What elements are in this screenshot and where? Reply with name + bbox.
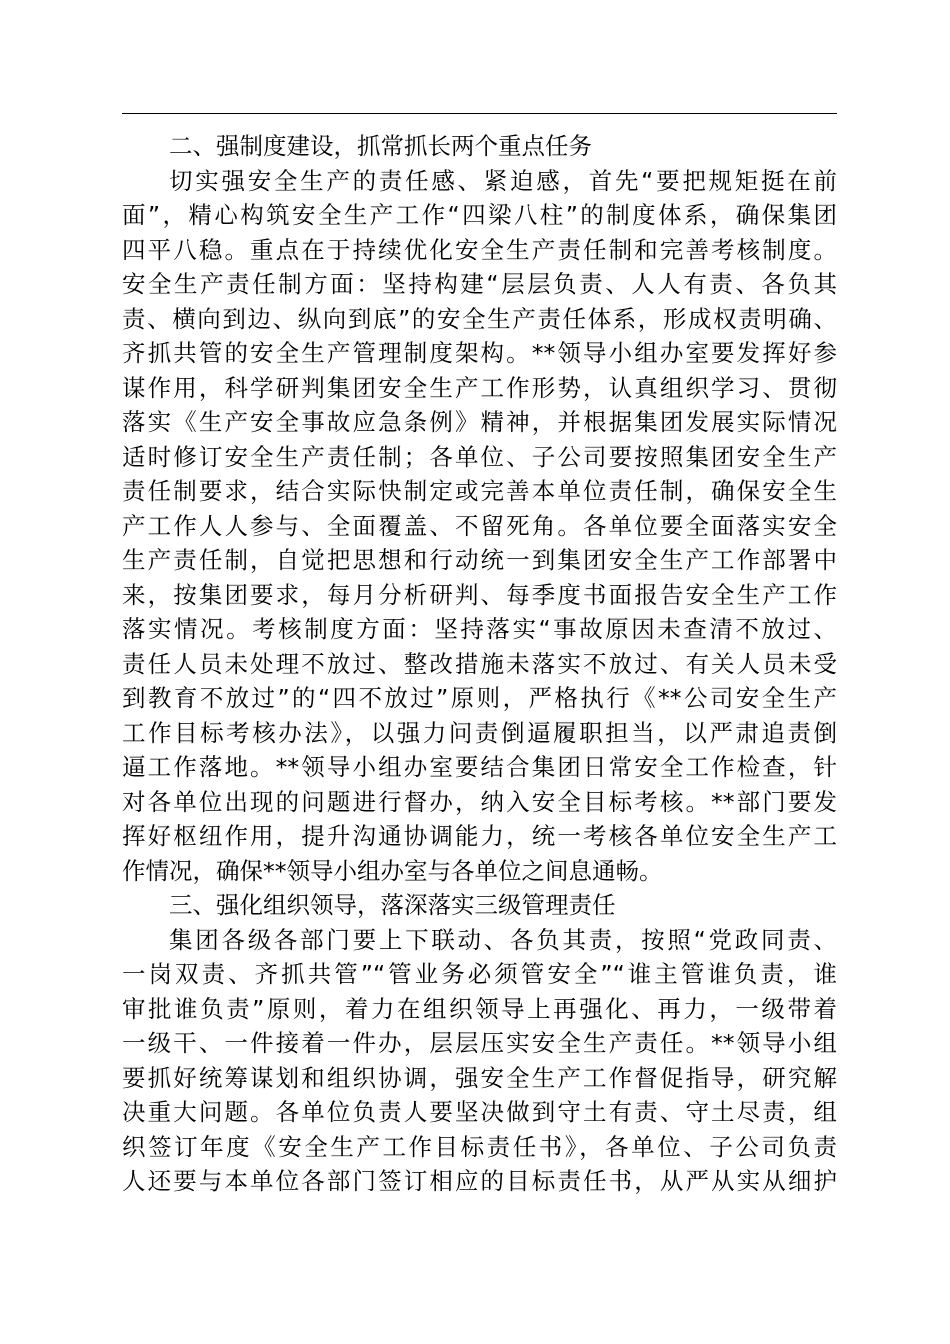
paragraph-line: 逼工作落地。**领导小组办室要结合集团日常安全工作检查，针: [122, 753, 837, 781]
paragraph-line: 作情况，确保**领导小组办室与各单位之间息通畅。: [122, 856, 663, 885]
paragraph-line: 责任人员未处理不放过、整改措施未落实不放过、有关人员未受: [122, 649, 837, 678]
paragraph-line: 安全生产责任制方面：坚持构建“层层负责、人人有责、各负其: [122, 270, 837, 298]
paragraph-line: 面”，精心构筑安全生产工作“四梁八柱”的制度体系，确保集团: [122, 201, 837, 229]
paragraph-line: 对各单位出现的问题进行督办，纳入安全目标考核。**部门要发: [122, 787, 837, 816]
header-rule: [122, 113, 837, 114]
paragraph-line: 决重大问题。各单位负责人要坚决做到守土有责、守土尽责，组: [122, 1098, 837, 1126]
paragraph-line: 四平八稳。重点在于持续优化安全生产责任制和完善考核制度。: [122, 235, 837, 264]
document-body: [122, 129, 837, 1199]
paragraph-line: 人还要与本单位各部门签订相应的目标责任书，从严从实从细护: [122, 1167, 837, 1195]
paragraph-line: 一级干、一件接着一件办，层层压实安全生产责任。**领导小组: [122, 1029, 837, 1057]
paragraph-line: 落实情况。考核制度方面：坚持落实“事故原因未查清不放过、: [122, 615, 837, 643]
paragraph-line: 挥好枢纽作用，提升沟通协调能力，统一考核各单位安全生产工: [122, 822, 837, 850]
paragraph-line: 产工作人人参与、全面覆盖、不留死角。各单位要全面落实安全: [122, 511, 837, 540]
paragraph-line: 责、横向到边、纵向到底”的安全生产责任体系，形成权责明确、: [122, 304, 837, 333]
paragraph-line: 责任制要求，结合实际快制定或完善本单位责任制，确保安全生: [122, 477, 837, 505]
section-heading-3: 三、强化组织领导，落深落实三级管理责任: [169, 891, 616, 919]
paragraph-line: 工作目标考核办法》，以强力问责倒逼履职担当，以严肃追责倒: [122, 718, 837, 747]
paragraph-line: 集团各级各部门要上下联动、各负其责，按照“党政同责、: [169, 925, 837, 954]
paragraph-line: 到教育不放过”的“四不放过”原则，严格执行《**公司安全生产: [122, 684, 837, 712]
paragraph-line: 适时修订安全生产责任制；各单位、子公司要按照集团安全生产: [122, 442, 837, 471]
paragraph-line: 审批谁负责”原则，着力在组织领导上再强化、再力，一级带着: [122, 994, 837, 1023]
section-heading-2: 二、强制度建设，抓常抓长两个重点任务: [169, 132, 592, 160]
paragraph-line: 齐抓共管的安全生产管理制度架构。**领导小组办室要发挥好参: [122, 339, 837, 367]
paragraph-line: 生产责任制，自觉把思想和行动统一到集团安全生产工作部署中: [122, 546, 837, 574]
paragraph-line: 来，按集团要求，每月分析研判、每季度书面报告安全生产工作: [122, 580, 837, 609]
paragraph-line: 一岗双责、齐抓共管”“管业务必须管安全”“谁主管谁负责，谁: [122, 960, 837, 988]
paragraph-line: 要抓好统筹谋划和组织协调，强安全生产工作督促指导，研究解: [122, 1063, 837, 1092]
paragraph-line: 落实《生产安全事故应急条例》精神，并根据集团发展实际情况: [122, 408, 837, 436]
paragraph-line: 切实强安全生产的责任感、紧迫感，首先“要把规矩挺在前: [169, 166, 837, 195]
paragraph-line: 织签订年度《安全生产工作目标责任书》，各单位、子公司负责: [122, 1132, 837, 1161]
paragraph-line: 谋作用，科学研判集团安全生产工作形势，认真组织学习、贯彻: [122, 373, 837, 402]
